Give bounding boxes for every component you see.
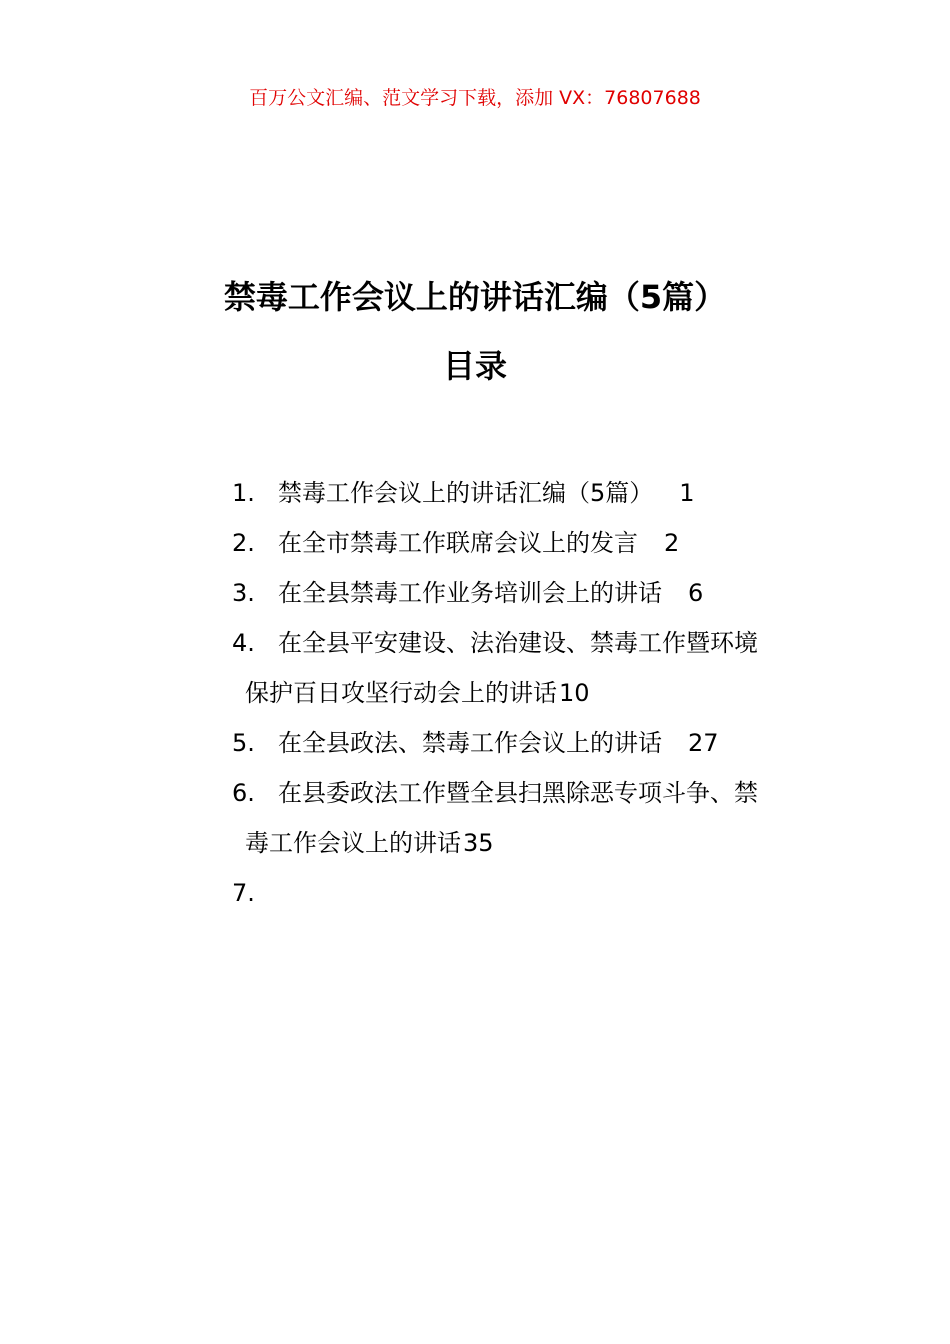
toc-item-page: 2	[664, 529, 680, 557]
toc-item-line	[232, 618, 802, 668]
toc-item-continuation	[232, 668, 802, 718]
toc-item-number: 3.	[232, 579, 255, 607]
toc-item-6[interactable]	[232, 768, 802, 868]
toc-item-number: 1.	[232, 479, 255, 507]
toc-item-title-cont: 毒工作会议上的讲话	[245, 829, 461, 857]
toc-item-title: 在全市禁毒工作联席会议上的发言	[278, 529, 638, 557]
toc-item-title: 在全县禁毒工作业务培训会上的讲话	[278, 579, 662, 607]
toc-item-5[interactable]	[232, 718, 802, 768]
header-note-text: 百万公文汇编、范文学习下载，添加 VX：76807688	[249, 87, 701, 109]
toc-item-line	[232, 718, 802, 768]
toc-item-line	[232, 468, 802, 518]
toc-item-page: 10	[559, 679, 590, 707]
toc-item-title-cont: 保护百日攻坚行动会上的讲话	[245, 679, 557, 707]
toc-item-page: 27	[688, 729, 719, 757]
toc-item-title: 在全县政法、禁毒工作会议上的讲话	[278, 729, 662, 757]
toc-heading: 目录	[442, 347, 507, 385]
toc-item-continuation	[232, 818, 802, 868]
toc-item-number: 4.	[232, 629, 255, 657]
header-note	[0, 84, 950, 112]
toc-item-line	[232, 518, 802, 568]
toc-item-title: 在县委政法工作暨全县扫黑除恶专项斗争、禁	[278, 779, 758, 807]
document-title: 禁毒工作会议上的讲话汇编（5篇）	[223, 278, 727, 316]
toc-item-1[interactable]	[232, 468, 802, 518]
table-of-contents	[232, 468, 802, 918]
toc-item-page: 35	[463, 829, 494, 857]
toc-item-number: 7.	[232, 879, 255, 907]
toc-item-page: 1	[679, 479, 695, 507]
toc-item-title: 禁毒工作会议上的讲话汇编（5篇）	[278, 479, 654, 507]
toc-item-2[interactable]	[232, 518, 802, 568]
toc-item-7[interactable]	[232, 868, 802, 918]
toc-item-3[interactable]	[232, 568, 802, 618]
toc-item-line	[232, 868, 802, 918]
toc-item-title: 在全县平安建设、法治建设、禁毒工作暨环境	[278, 629, 758, 657]
toc-item-line	[232, 768, 802, 818]
toc-item-number: 2.	[232, 529, 255, 557]
toc-item-line	[232, 568, 802, 618]
toc-item-4[interactable]	[232, 618, 802, 718]
toc-item-page: 6	[688, 579, 704, 607]
toc-item-number: 5.	[232, 729, 255, 757]
toc-item-number: 6.	[232, 779, 255, 807]
